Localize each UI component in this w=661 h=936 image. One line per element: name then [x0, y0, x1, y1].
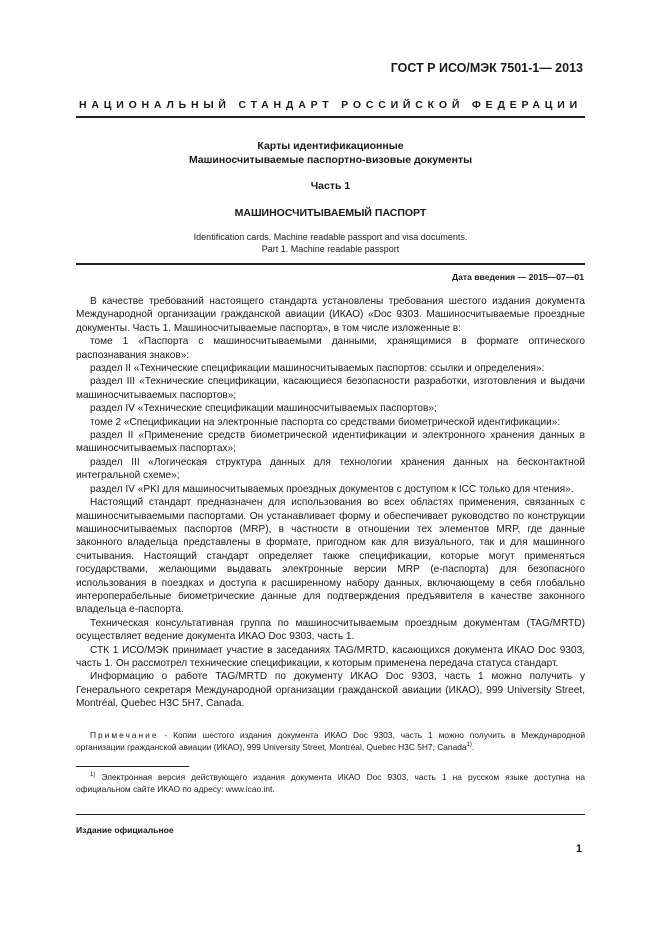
footnote-mark: 1)	[90, 772, 96, 779]
standard-number: ГОСТ Р ИСО/МЭК 7501-1— 2013	[390, 61, 583, 75]
english-title-line-2: Part 1. Machine readable passport	[261, 244, 400, 254]
paragraph: томе 1 «Паспорта с машиносчитываемыми данными, хранящимися в формате оптического распознавания знаков»:	[76, 336, 585, 361]
paragraph: Настоящий стандарт предназначен для использования во всех областях применения, связанных с машиносчитываемыми паспортами. Он устанавливает форму и обеспечивает руководство по конструкции машиносчитываемых паспортов (MRP), в частности в отношении тех элементов MRP, где данные законного владельца представлены в формате, пригодном как для визуального, так и для машинного считывания. Настоящий стандарт определяет также спецификации, которые могут применяться государствами, желающими выдавать электронные версии MRP (е-паспорта) для безопасного использования в поездках и доступа к расширенному набору данных, включающему в себя глобально интероперабельные биометрические данные для подтверждения предъявителя в качестве законного владельца е-паспорта.	[76, 497, 585, 616]
english-title-line-1: Identification cards. Machine readable passport and visa documents.	[193, 232, 468, 242]
paragraph: раздел IV «Технические спецификации машиносчитываемых паспортов»;	[90, 403, 437, 415]
note	[76, 730, 585, 753]
part-label: Часть 1	[310, 180, 351, 192]
document-subtitle: МАШИНОСЧИТЫВАЕМЫЙ ПАСПОРТ	[234, 207, 427, 219]
note-text: - Копии шестого издания документа ИКАО Doc 9303, часть 1 можно получить в Международной организации гражданской авиации (ИКАО), 999 University Street, Montréal, Quebec H3C 5H7, Canada	[76, 730, 585, 752]
page-number: 1	[575, 843, 582, 855]
title-line-1: Карты идентификационные	[257, 140, 404, 152]
document-body	[76, 295, 585, 711]
note-end: .	[471, 741, 475, 752]
paragraph: СТК 1 ИСО/МЭК принимает участие в заседаниях TAG/MRTD, касающихся документа ИКАО Doc 9303, часть 1. Он рассмотрел технические спецификации, к которым применена передача статуса стандарт.	[76, 644, 585, 669]
paragraph: В качестве требований настоящего стандарта установлены требования шестого издания документа Международной организации гражданской авиации (ИКАО) «Doc 9303. Машиносчитываемые проездные документы. Часть 1. Машиносчитываемые паспорта», в том числе изложенные в:	[76, 296, 585, 334]
edition-label: Издание официальное	[76, 825, 174, 835]
footnote-divider	[76, 766, 189, 767]
footnote-reference: 1)	[466, 741, 472, 748]
footer-divider	[76, 814, 585, 815]
introduction-date: Дата введения — 2015—07—01	[451, 272, 584, 282]
footnote	[76, 771, 585, 795]
paragraph: раздел II «Технические спецификации машиносчитываемых паспортов: ссылки и определения»:	[90, 363, 545, 375]
title-divider	[76, 263, 585, 265]
paragraph: раздел II «Применение средств биометрической идентификации и электронного хранения данных в машиносчитываемых паспортах»;	[76, 430, 585, 455]
document-title	[76, 140, 585, 167]
paragraph: раздел IV «PKI для машиносчитываемых проездных документов с доступом к ICC только для чтения».	[90, 483, 574, 495]
footnote-text: Электронная версия действующего издания документа ИКАО Doc 9303, часть 1 на русском языке доступна на официальном сайте ИКАО по адресу: www.icao.int.	[76, 772, 585, 794]
paragraph: Информацию о работе TAG/MRTD по документу ИКАО Doc 9303, часть 1 можно получить у Генерального секретаря Международной организации гражданской авиации (ИКАО), 999 University Street, Montréal, Quebec H3C 5H7, Canada.	[76, 671, 585, 710]
paragraph: раздел III «Технические спецификации, касающиеся безопасности разработки, изготовления и выдачи машиносчитываемых паспортов»;	[76, 376, 585, 401]
paragraph: Техническая консультативная группа по машиносчитываемым проездным документам (TAG/MRTD) осуществляет ведение документа ИКАО Doc 9303, часть 1.	[76, 617, 585, 643]
english-title	[76, 231, 585, 255]
paragraph: томе 2 «Спецификации на электронные паспорта со средствами биометрической идентификации»:	[90, 416, 561, 428]
paragraph: раздел III «Логическая структура данных для технологии хранения данных на бесконтактной интегральной схеме»;	[76, 456, 585, 482]
header-divider	[76, 116, 585, 118]
national-standard-banner: НАЦИОНАЛЬНЫЙ СТАНДАРТ РОССИЙСКОЙ ФЕДЕРАЦИИ	[79, 99, 582, 111]
note-label: Примечание	[90, 730, 159, 740]
title-line-2: Машиносчитываемые паспортно-визовые документы	[188, 153, 473, 166]
